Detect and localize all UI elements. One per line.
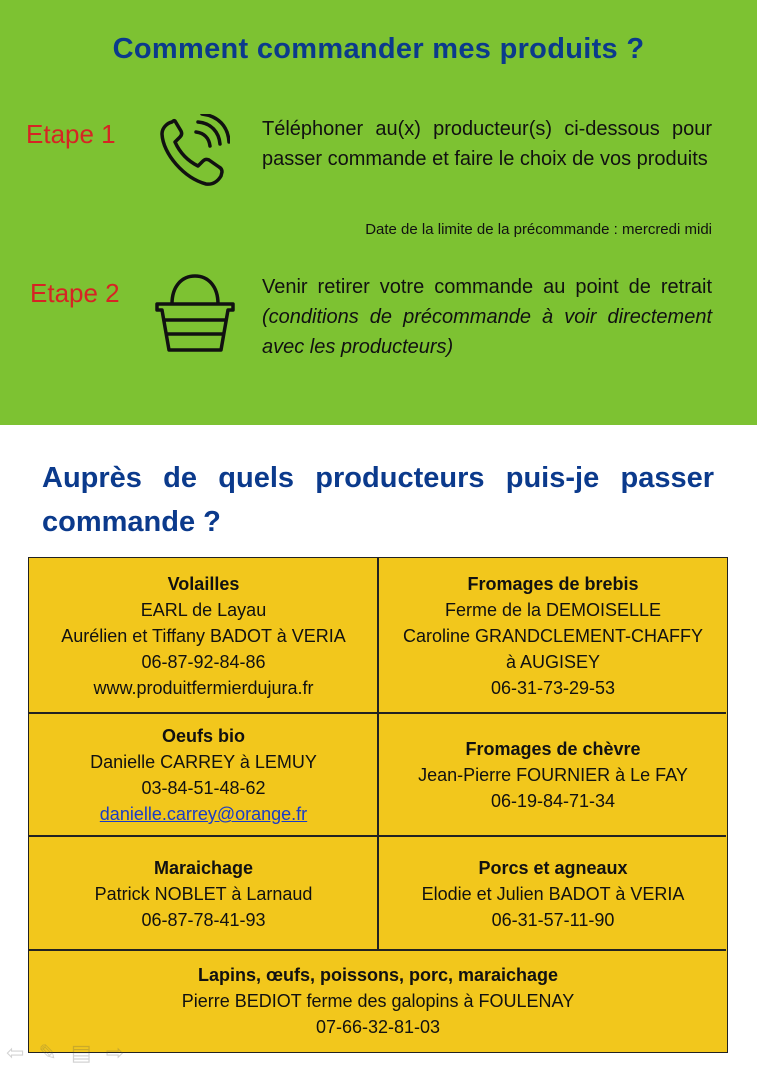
producer-category: Volailles (167, 573, 240, 594)
table-divider (29, 949, 726, 951)
producer-phone: 03-84-51-48-62 (141, 778, 266, 798)
producer-location: à AUGISEY (505, 651, 601, 672)
producers-table (28, 557, 728, 1053)
page-title: Comment commander mes produits ? (112, 33, 645, 65)
step-2-text-main: Venir retirer votre commande au point de retrait (262, 276, 712, 298)
producer-owner: Elodie et Julien BADOT à VERIA (421, 883, 685, 904)
producer-phone: 06-87-78-41-93 (141, 909, 266, 930)
producer-category: Fromages de brebis (467, 573, 639, 594)
producer-phone: 07-66-32-81-03 (315, 1017, 441, 1037)
order-deadline-note: Date de la limite de la précommande : mercredi midi (365, 221, 712, 238)
how-to-order-panel (0, 0, 757, 425)
basket-icon (154, 272, 236, 354)
producers-section-title: Auprès de quels producteurs puis-je passer commande ? (42, 462, 714, 538)
pen-icon[interactable]: ✎ (38, 1040, 57, 1065)
phone-icon (158, 114, 230, 188)
producer-owner: Patrick NOBLET à Larnaud (94, 883, 313, 904)
producer-category: Fromages de chèvre (465, 739, 641, 759)
menu-icon[interactable]: ▤ (70, 1040, 92, 1065)
producer-category: Maraichage (153, 857, 254, 878)
producer-owner: Jean-Pierre FOURNIER à Le FAY (418, 765, 688, 785)
step-1-text: Téléphoner au(x) producteur(s) ci-dessous pour passer commande et faire le choix de vos produits (262, 118, 712, 170)
producer-cell-porcs-agneaux (379, 837, 727, 950)
forward-arrow-icon[interactable]: ⇨ (105, 1040, 125, 1065)
back-arrow-icon[interactable]: ⇦ (6, 1040, 25, 1065)
producer-cell-maraichage (29, 837, 378, 950)
table-divider (29, 712, 726, 714)
producer-owner: Caroline GRANDCLEMENT-CHAFFY (402, 625, 704, 646)
producer-cell-lapins (29, 951, 727, 1051)
producer-farm: EARL de Layau (140, 599, 267, 620)
producer-category: Porcs et agneaux (478, 857, 628, 878)
step-2-text (262, 272, 712, 362)
slideshow-nav (6, 1040, 124, 1066)
producer-cell-oeufs-bio (29, 714, 378, 836)
producer-phone: 06-19-84-71-34 (490, 791, 616, 811)
producer-cell-fromages-chevre (379, 714, 727, 836)
producer-owner: Aurélien et Tiffany BADOT à VERIA (61, 625, 346, 646)
producer-owner: Danielle CARREY à LEMUY (90, 752, 317, 772)
producer-phone: 06-31-73-29-53 (490, 677, 616, 698)
producer-category: Lapins, œufs, poissons, porc, maraichage (197, 965, 559, 985)
table-divider (29, 835, 726, 837)
producer-website: www.produitfermierdujura.fr (93, 677, 314, 698)
producer-email-link[interactable]: danielle.carrey@orange.fr (99, 804, 308, 824)
producer-cell-volailles (29, 558, 378, 713)
step-2-label: Etape 2 (30, 278, 120, 308)
table-divider (377, 558, 379, 950)
producer-owner: Pierre BEDIOT ferme des galopins à FOULENAY (181, 991, 575, 1011)
producer-phone: 06-31-57-11-90 (491, 909, 615, 930)
producer-phone: 06-87-92-84-86 (141, 651, 266, 672)
step-2-conditions: (conditions de précommande à voir directement avec les producteurs) (262, 306, 712, 358)
producer-category: Oeufs bio (161, 726, 245, 746)
step-1-label: Etape 1 (26, 119, 116, 149)
producer-cell-fromages-brebis (379, 558, 727, 713)
producer-farm: Ferme de la DEMOISELLE (444, 599, 662, 620)
